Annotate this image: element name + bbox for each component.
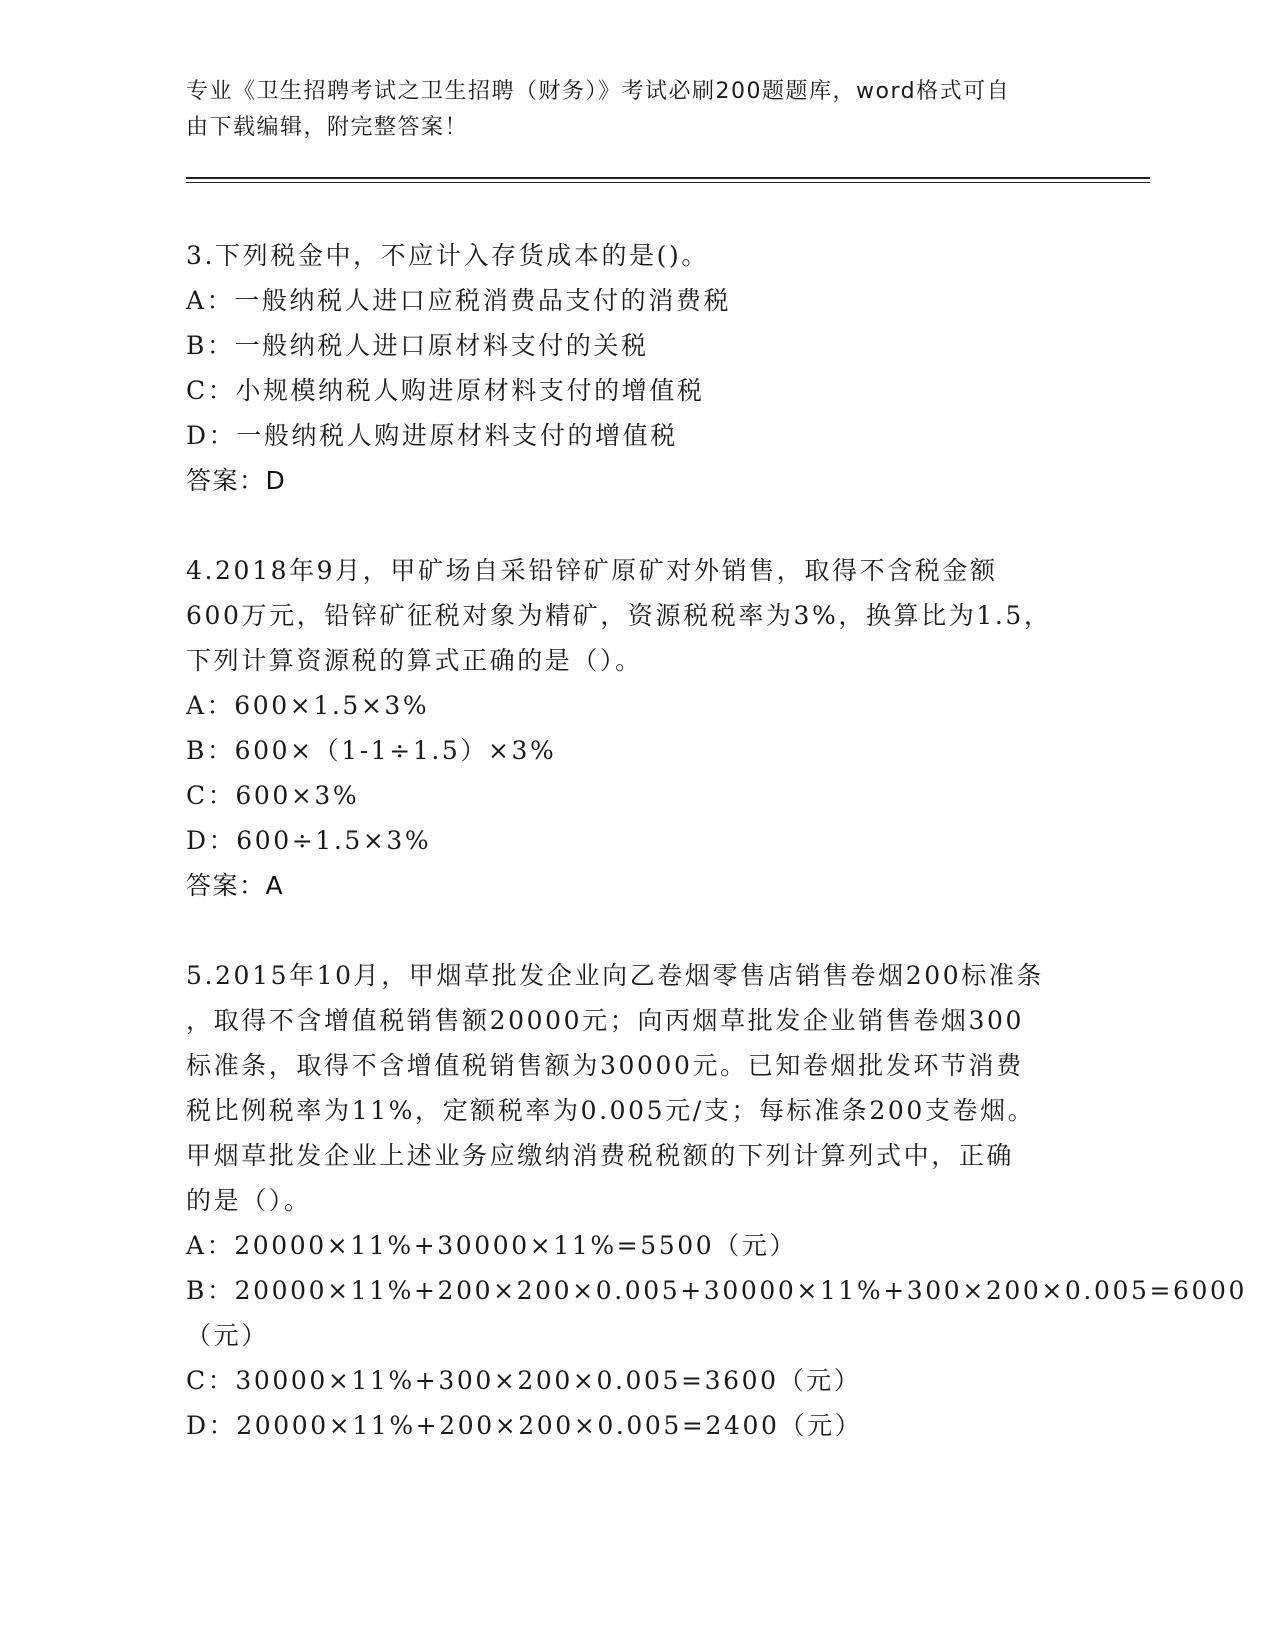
question-stem-line: 标准条，取得不含增值税销售额为30000元。已知卷烟批发环节消费 xyxy=(186,1051,1024,1080)
spacer xyxy=(186,503,1086,548)
question-stem-line: ，取得不含增值税销售额20000元；向丙烟草批发企业销售卷烟300 xyxy=(186,1006,1025,1035)
question-3 xyxy=(186,233,1086,503)
option-a: A：20000×11%+30000×11%=5500（元） xyxy=(186,1231,798,1260)
question-stem xyxy=(186,953,1086,1223)
question-stem-line: 下列计算资源税的算式正确的是（）。 xyxy=(186,646,643,675)
document-header xyxy=(186,74,1066,146)
question-stem-line: 3.下列税金中，不应计入存货成本的是()。 xyxy=(186,241,709,270)
question-stem-line: 甲烟草批发企业上述业务应缴纳消费税税额的下列计算列式中，正确 xyxy=(186,1141,1015,1170)
question-5 xyxy=(186,953,1248,1448)
option-b: B：20000×11%+200×200×0.005+30000×11%+300×200×0.005=6000 xyxy=(186,1276,1248,1305)
header-line-2: 由下载编辑，附完整答案！ xyxy=(186,115,469,140)
option-a: A：一般纳税人进口应税消费品支付的消费税 xyxy=(186,286,732,315)
question-stem xyxy=(186,233,1086,278)
question-4 xyxy=(186,548,1086,908)
question-list xyxy=(186,233,1248,1448)
header-divider-thin xyxy=(186,182,1150,183)
option-b-continued: （元） xyxy=(186,1321,269,1350)
option-b: B：600×（1-1÷1.5）×3% xyxy=(186,736,557,765)
spacer xyxy=(186,908,1086,953)
option-d: D：20000×11%+200×200×0.005=2400（元） xyxy=(186,1411,863,1440)
option-b: B：一般纳税人进口原材料支付的关税 xyxy=(186,331,649,360)
option-d: D：一般纳税人购进原材料支付的增值税 xyxy=(186,421,678,450)
option-c: C：600×3% xyxy=(186,781,360,810)
option-a: A：600×1.5×3% xyxy=(186,691,430,720)
option-c: C：30000×11%+300×200×0.005=3600（元） xyxy=(186,1366,862,1395)
question-stem xyxy=(186,548,1086,683)
answer: 答案：D xyxy=(186,466,287,495)
option-d: D：600÷1.5×3% xyxy=(186,826,432,855)
question-stem-line: 税比例税率为11%，定额税率为0.005元/支；每标准条200支卷烟。 xyxy=(186,1096,1036,1125)
question-stem-line: 4.2018年9月，甲矿场自采铅锌矿原矿对外销售，取得不含税金额 xyxy=(186,556,998,585)
header-divider xyxy=(186,177,1150,179)
option-c: C：小规模纳税人购进原材料支付的增值税 xyxy=(186,376,705,405)
question-stem-line: 600万元，铅锌矿征税对象为精矿，资源税税率为3%，换算比为1.5， xyxy=(186,601,1052,630)
question-stem-line: 的是（）。 xyxy=(186,1186,312,1215)
answer: 答案：A xyxy=(186,871,285,900)
question-stem-line: 5.2015年10月，甲烟草批发企业向乙卷烟零售店销售卷烟200标准条 xyxy=(186,961,1045,990)
header-line-1: 专业《卫生招聘考试之卫生招聘（财务）》考试必刷200题题库，word格式可自 xyxy=(186,79,1011,104)
